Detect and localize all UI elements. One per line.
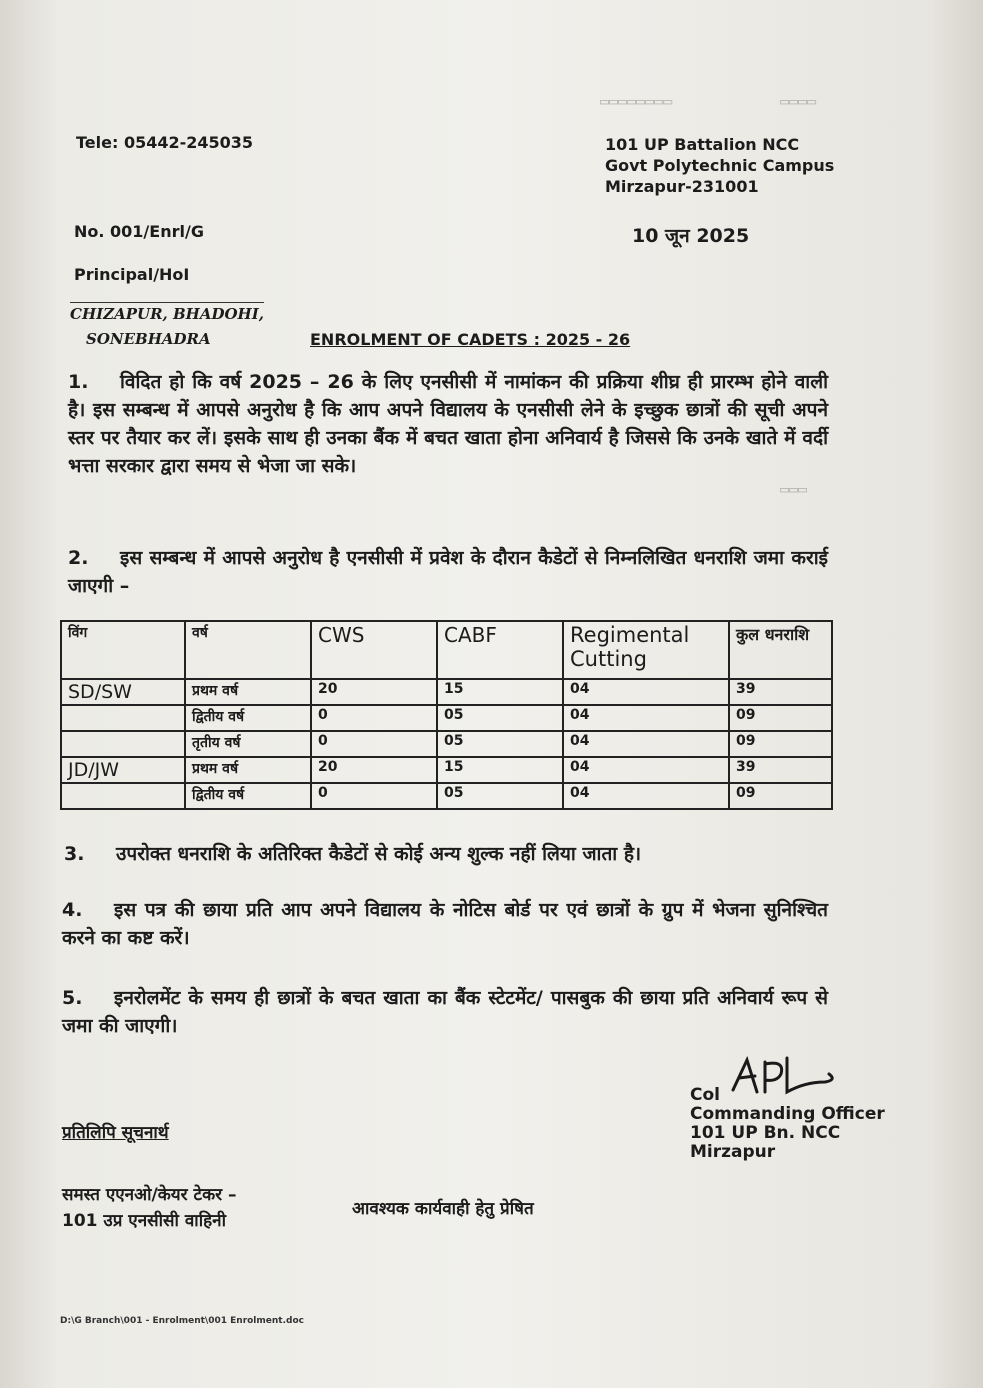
cell-year: तृतीय वर्ष — [185, 731, 311, 757]
table-row — [61, 757, 832, 783]
table-row — [61, 705, 832, 731]
cell-cws: 0 — [311, 783, 437, 809]
address-line: Mirzapur-231001 — [605, 177, 759, 196]
recipient-title: Principal/HoI — [74, 265, 190, 284]
paragraph-text: इनरोलमेंट के समय ही छात्रों के बचत खाता का बैंक स्टेटमेंट/ पासबुक की छाया प्रति अनिवार्य रूप से जमा की जाएगी। — [62, 987, 828, 1037]
header-regimental-cutting: Regimental Cutting — [563, 621, 729, 679]
cell-cabf: 05 — [437, 783, 563, 809]
paragraph-number: 5. — [62, 987, 83, 1009]
table-row — [61, 731, 832, 757]
paragraph-text: इस सम्बन्ध में आपसे अनुरोध है एनसीसी में प्रवेश के दौरान कैडेटों से निम्नलिखित धनराशि जमा कराई जाएगी – — [68, 547, 828, 597]
paragraph-5 — [62, 984, 828, 1040]
table-row — [61, 679, 832, 705]
header-cabf: CABF — [437, 621, 563, 679]
paragraph-number: 3. — [64, 843, 85, 865]
copy-to-recipient-line: 101 उप्र एनसीसी वाहिनी — [62, 1211, 226, 1231]
paragraph-number: 4. — [62, 899, 83, 921]
cell-year: प्रथम वर्ष — [185, 757, 311, 783]
bleed-through-text: ▭▭▭▭▭▭▭▭ — [600, 92, 673, 110]
paragraph-1 — [68, 368, 828, 480]
cell-cws: 0 — [311, 705, 437, 731]
cell-cabf: 05 — [437, 731, 563, 757]
cell-cws: 0 — [311, 731, 437, 757]
cell-cabf: 15 — [437, 679, 563, 705]
letter-date: 10 जून 2025 — [632, 225, 750, 247]
address-line: 101 UP Battalion NCC — [605, 135, 800, 154]
signatory-designation: Commanding Officer — [690, 1104, 885, 1124]
file-path-footer: D:\G Branch\001 - Enrolment\001 Enrolment.doc — [60, 1316, 304, 1326]
header-total: कुल धनराशि — [729, 621, 832, 679]
cell-year: द्वितीय वर्ष — [185, 705, 311, 731]
table-row — [61, 783, 832, 809]
cell-wing: JD/JW — [61, 757, 185, 783]
signatory-rank: Col — [690, 1085, 720, 1105]
phone-number: Tele: 05442-245035 — [76, 133, 254, 152]
cell-total: 09 — [729, 783, 832, 809]
signatory-place: Mirzapur — [690, 1142, 776, 1162]
copy-to-recipient-line: समस्त एएनओ/केयर टेकर – — [62, 1185, 237, 1205]
cell-wing — [61, 705, 185, 731]
cell-wing — [61, 783, 185, 809]
cell-cabf: 05 — [437, 705, 563, 731]
cell-total: 39 — [729, 679, 832, 705]
cell-total: 09 — [729, 705, 832, 731]
cell-regimental: 04 — [563, 705, 729, 731]
cell-wing — [61, 731, 185, 757]
header-wing: विंग — [61, 621, 185, 679]
cell-total: 09 — [729, 731, 832, 757]
paragraph-2 — [68, 544, 828, 600]
cell-regimental: 04 — [563, 731, 729, 757]
signatory-unit: 101 UP Bn. NCC — [690, 1123, 841, 1143]
paragraph-text: इस पत्र की छाया प्रति आप अपने विद्यालय के नोटिस बोर्ड पर एवं छात्रों के ग्रुप में भेजना सुनिश्चित करने का कष्ट करें। — [62, 899, 828, 949]
subject-heading: ENROLMENT OF CADETS : 2025 - 26 — [310, 330, 631, 349]
recipient-locations-handwritten: SONEBHADRA — [86, 330, 211, 348]
address-line: Govt Polytechnic Campus — [605, 156, 835, 175]
unit-address — [605, 134, 834, 197]
copy-to-recipients — [62, 1182, 237, 1234]
paragraph-number: 1. — [68, 371, 89, 393]
cell-regimental: 04 — [563, 679, 729, 705]
header-cws: CWS — [311, 621, 437, 679]
cell-regimental: 04 — [563, 783, 729, 809]
bleed-through-text: ▭▭▭▭ — [780, 92, 817, 110]
copy-to-action: आवश्यक कार्यवाही हेतु प्रेषित — [352, 1199, 534, 1219]
fee-table — [60, 620, 833, 810]
cell-cabf: 15 — [437, 757, 563, 783]
reference-number: No. 001/Enrl/G — [74, 222, 204, 241]
cell-total: 39 — [729, 757, 832, 783]
cell-cws: 20 — [311, 679, 437, 705]
paragraph-text: उपरोक्त धनराशि के अतिरिक्त कैडेटों से कोई अन्य शुल्क नहीं लिया जाता है। — [116, 843, 642, 865]
recipient-locations-handwritten: CHIZAPUR, BHADOHI, — [70, 302, 264, 323]
copy-to-heading: प्रतिलिपि सूचनार्थ — [62, 1123, 169, 1143]
table-header-row — [61, 621, 832, 679]
cell-regimental: 04 — [563, 757, 729, 783]
paragraph-number: 2. — [68, 547, 89, 569]
paragraph-3 — [64, 840, 834, 868]
cell-cws: 20 — [311, 757, 437, 783]
paragraph-text: विदित हो कि वर्ष 2025 – 26 के लिए एनसीसी में नामांकन की प्रक्रिया शीघ्र ही प्रारम्भ होने वाली है। इस सम्बन्ध में आपसे अनुरोध है कि आप अपने विद्यालय के एनसीसी लेने के इच्छुक छात्रों की सूची अपने स्तर पर तैयार कर लें। इसके साथ ही उनका बैंक में बचत खाता होना अनिवार्य है जिससे कि उनके खाते में वर्दी भत्ता सरकार द्वारा समय से भेजा जा सके। — [68, 371, 828, 477]
signature-block — [690, 1086, 885, 1162]
cell-year: द्वितीय वर्ष — [185, 783, 311, 809]
cell-year: प्रथम वर्ष — [185, 679, 311, 705]
header-year: वर्ष — [185, 621, 311, 679]
bleed-through-text: ▭▭▭ — [780, 480, 808, 498]
paragraph-4 — [62, 896, 828, 952]
cell-wing: SD/SW — [61, 679, 185, 705]
